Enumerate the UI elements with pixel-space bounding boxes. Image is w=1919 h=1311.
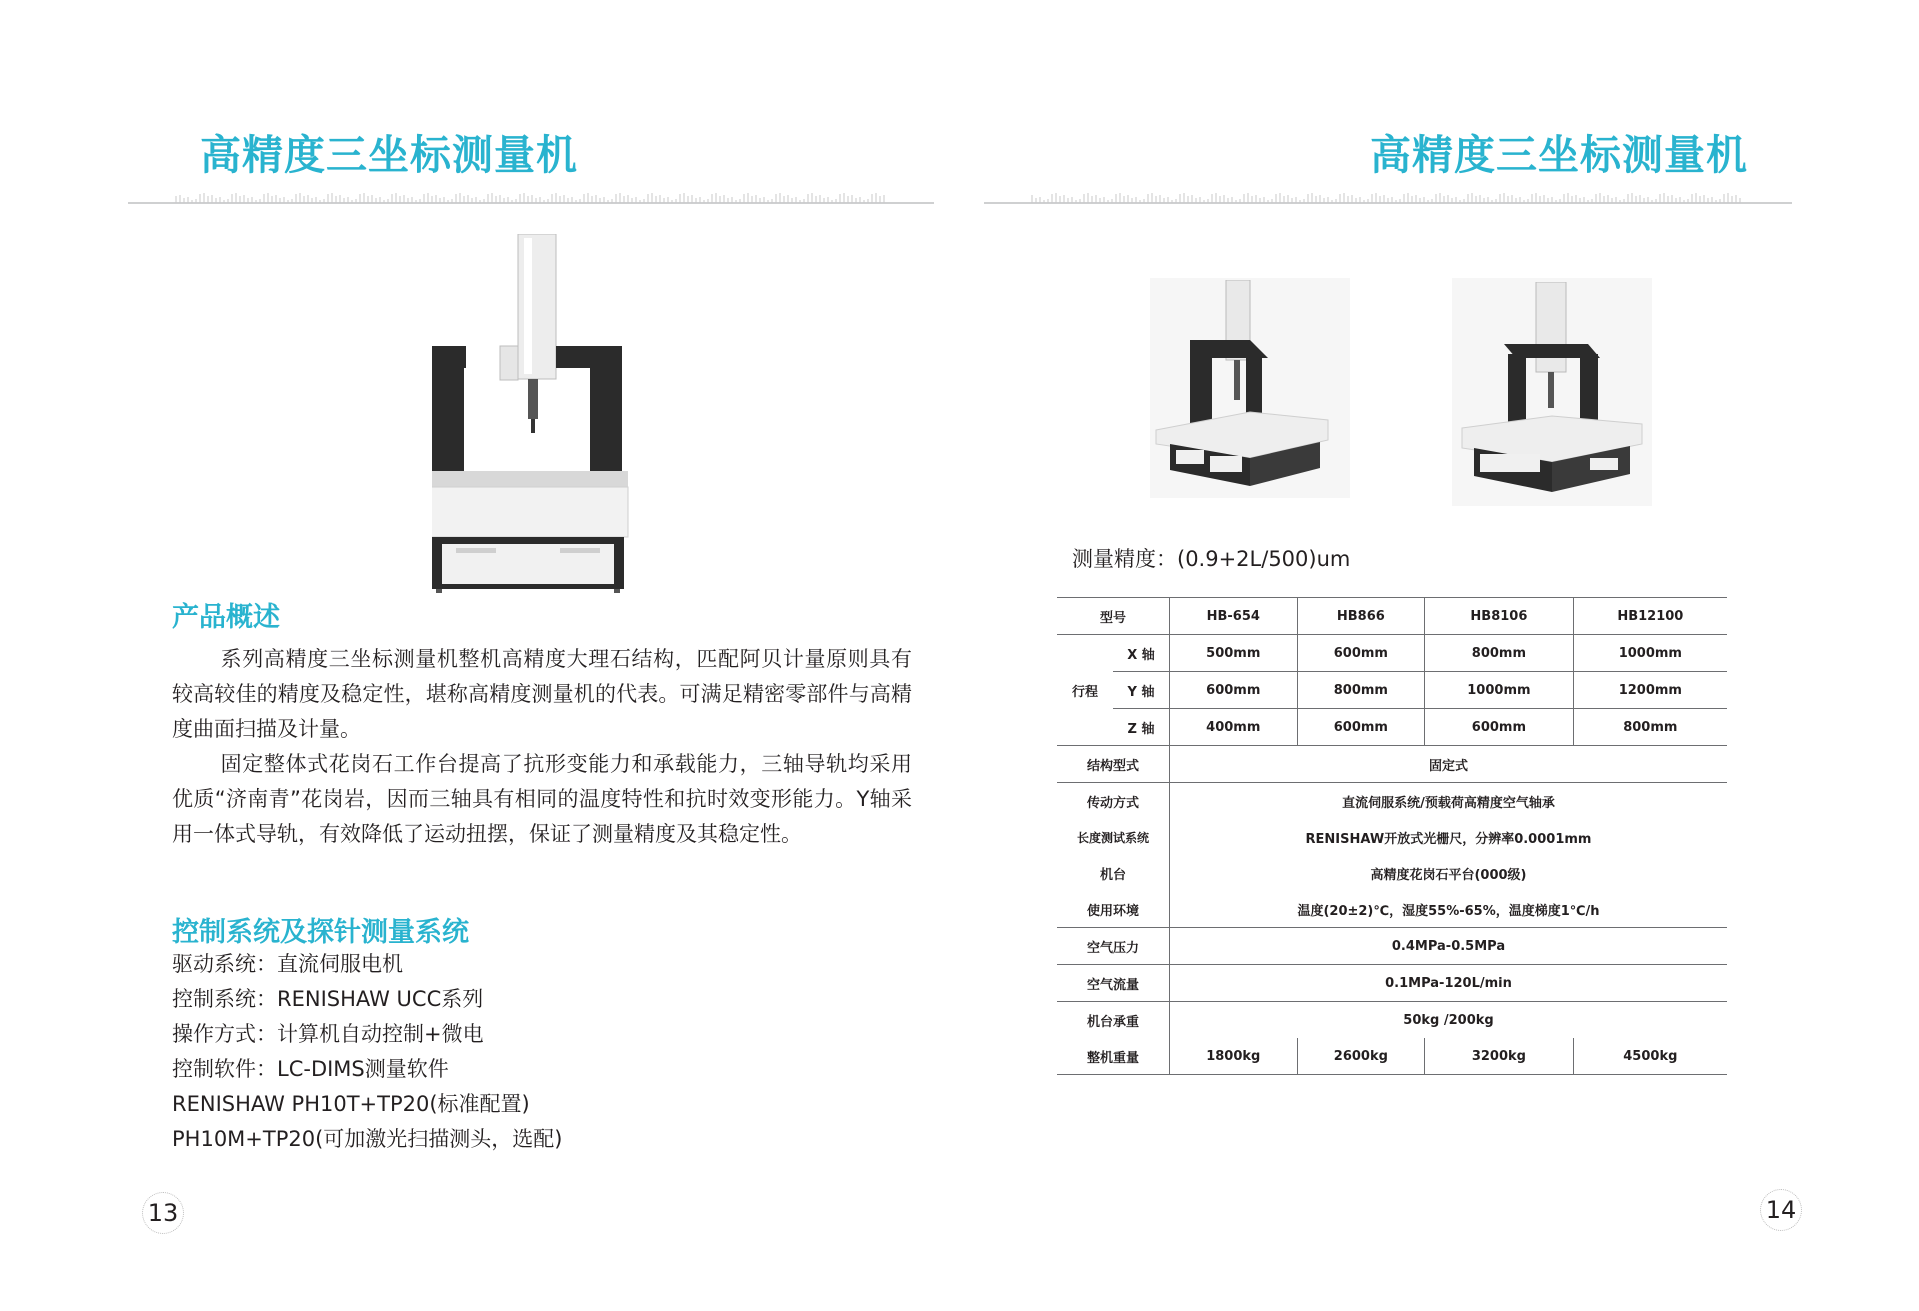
table-cell: 空气流量 [1057,965,1170,1002]
table-row [1057,672,1727,709]
table-cell: 1200mm [1573,672,1727,709]
table-cell: 1800kg [1170,1038,1298,1075]
table-cell: 600mm [1170,672,1298,709]
table-cell: 温度(20±2)℃，湿度55%-65%，温度梯度1℃/h [1170,891,1728,928]
table-cell: 600mm [1425,709,1574,746]
table-cell: HB866 [1297,598,1425,635]
table-cell: Y 轴 [1113,672,1170,709]
overview-heading: 产品概述 [172,602,280,633]
table-row [1057,891,1727,928]
control-heading: 控制系统及探针测量系统 [172,917,469,948]
table-cell: RENISHAW开放式光栅尺，分辨率0.0001mm [1170,819,1728,855]
table-cell: X 轴 [1113,635,1170,672]
table-cell: 600mm [1297,709,1425,746]
right-page [960,0,1919,1311]
table-cell: 机台 [1099,867,1126,883]
table-row [1057,746,1727,783]
table-cell: 0.4MPa-0.5MPa [1170,928,1728,965]
table-row [1057,709,1727,746]
table-cell: HB-654 [1170,598,1298,635]
table-cell: 使用环境 [1057,891,1170,928]
table-row [1057,965,1727,1002]
spec-table [1057,597,1727,1075]
table-row [1057,783,1727,820]
table-cell: 1000mm [1425,672,1574,709]
table-cell: 直流伺服系统/预载荷高精度空气轴承 [1170,783,1728,820]
table-cell: HB8106 [1425,598,1574,635]
table-cell: 行程 [1057,635,1113,746]
table-cell: 型号 [1057,598,1170,635]
page-number: 14 [1760,1189,1802,1231]
table-cell: 机台承重 [1057,1002,1170,1039]
table-cell: 800mm [1425,635,1574,672]
table-cell: 1000mm [1573,635,1727,672]
table-row [1057,855,1727,891]
table-row [1057,635,1727,672]
list-item: 操作方式：计算机自动控制+微电 [172,1022,484,1046]
table-cell: Z 轴 [1113,709,1170,746]
table-cell: 整机重量 [1057,1038,1170,1075]
table-cell: 3200kg [1425,1038,1574,1075]
list-item: PH10M+TP20(可加激光扫描测头，选配) [172,1127,563,1151]
table-row [1057,819,1727,855]
page-number: 13 [142,1192,184,1234]
measurement-accuracy: 测量精度：(0.9+2L/500)um [1072,547,1351,571]
table-cell: 高精度花岗石平台(000级) [1170,855,1728,891]
page-title: 高精度三坐标测量机 [200,131,578,179]
table-cell: 长度测试系统 [1076,830,1149,845]
table-row [1057,598,1727,635]
list-item: 驱动系统：直流伺服电机 [172,952,403,976]
table-cell: 2600kg [1297,1038,1425,1075]
cmm-machine-thumbnail-1 [1150,280,1350,495]
table-row [1057,1038,1727,1075]
overview-paragraph-1: 系列高精度三坐标测量机整机高精度大理石结构，匹配阿贝计量原则具有较高较佳的精度及稳定性，堪称高精度测量机的代表。可满足精密零部件与高精度曲面扫描及计量。 [172,647,912,741]
table-cell: 固定式 [1170,746,1728,783]
table-cell: 空气压力 [1057,928,1170,965]
table-row [1057,928,1727,965]
table-cell: 600mm [1297,635,1425,672]
table-cell: HB12100 [1573,598,1727,635]
table-cell: 500mm [1170,635,1298,672]
control-list [172,947,563,1157]
table-row [1057,1002,1727,1039]
table-cell: 400mm [1170,709,1298,746]
cmm-machine-image [432,234,642,594]
table-cell: 800mm [1297,672,1425,709]
page-title: 高精度三坐标测量机 [1370,131,1748,179]
table-cell: 0.1MPa-120L/min [1170,965,1728,1002]
cmm-machine-thumbnail-2 [1452,282,1652,504]
table-cell: 800mm [1573,709,1727,746]
title-divider [984,190,1792,204]
title-divider [128,190,934,204]
table-cell: 50kg /200kg [1170,1002,1728,1039]
table-cell: 结构型式 [1057,746,1170,783]
list-item: RENISHAW PH10T+TP20(标准配置) [172,1092,530,1116]
list-item: 控制软件：LC-DIMS测量软件 [172,1057,449,1081]
table-cell: 传动方式 [1057,783,1170,820]
table-cell: 4500kg [1573,1038,1727,1075]
overview-paragraph-2: 固定整体式花岗石工作台提高了抗形变能力和承载能力，三轴导轨均采用优质“济南青”花岗岩，因而三轴具有相同的温度特性和抗时效变形能力。Y轴采用一体式导轨，有效降低了运动扭摆，保证了测量精度及其稳定性。 [172,752,912,846]
list-item: 控制系统：RENISHAW UCC系列 [172,987,484,1011]
